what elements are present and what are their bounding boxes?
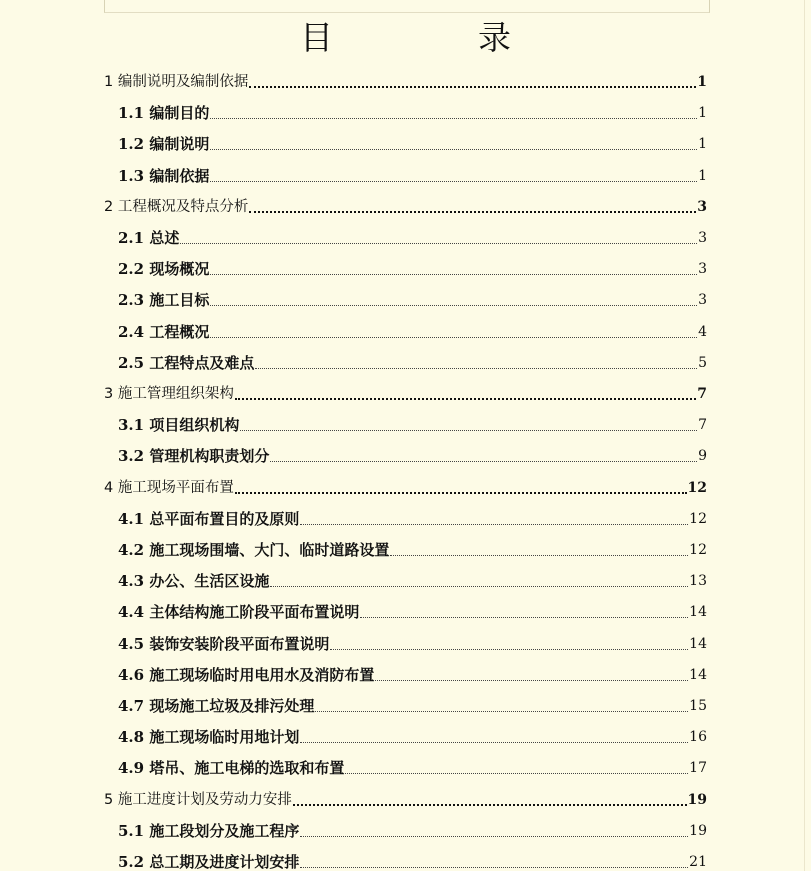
toc-entry-label: 5.2 总工期及进度计划安排 [118, 853, 300, 871]
toc-section-entry[interactable] [118, 662, 707, 684]
toc-entry-label: 4 施工现场平面布置 [104, 479, 234, 496]
toc-entry-label: 4.6 施工现场临时用电用水及消防布置 [118, 665, 375, 684]
toc-page-number: 1 [698, 167, 707, 184]
toc-entry-label: 2 工程概况及特点分析 [104, 198, 249, 215]
toc-entry-label: 1.3 编制依据 [118, 166, 210, 185]
toc-page-number: 3 [698, 292, 707, 309]
toc-dot-leader [270, 586, 688, 587]
toc-dot-leader [240, 430, 697, 431]
toc-section-entry[interactable] [118, 443, 707, 465]
toc-dot-leader [293, 804, 687, 806]
toc-dot-leader [235, 492, 687, 494]
toc-dot-leader [235, 398, 696, 400]
toc-page-number: 21 [689, 854, 707, 870]
toc-page-number: 16 [689, 729, 707, 746]
toc-entry-label: 4.8 施工现场临时用地计划 [118, 728, 300, 747]
toc-section-entry[interactable] [118, 412, 707, 434]
page-side-border [804, 0, 805, 871]
toc-entry-label: 2.2 现场概况 [118, 260, 210, 279]
toc-page-number: 9 [698, 448, 707, 465]
toc-dot-leader [210, 337, 697, 338]
toc-section-entry[interactable] [118, 724, 707, 746]
toc-page-number: 5 [698, 354, 707, 371]
toc-entry-label: 2.3 施工目标 [118, 291, 210, 310]
toc-page-number: 15 [689, 698, 707, 714]
toc-dot-leader [390, 555, 688, 556]
toc-entry-label: 1.2 编制说明 [118, 135, 210, 154]
toc-entry-label: 2.1 总述 [118, 229, 180, 247]
toc-section-entry[interactable] [118, 225, 707, 247]
toc-page-number: 3 [698, 230, 707, 246]
toc-dot-leader [180, 243, 697, 244]
toc-dot-leader [270, 461, 697, 462]
toc-entry-label: 5 施工进度计划及劳动力安排 [104, 791, 292, 808]
toc-page-number: 1 [698, 105, 707, 122]
toc-dot-leader [300, 836, 688, 837]
toc-section-entry[interactable] [118, 693, 707, 715]
toc-page-number: 17 [689, 760, 707, 777]
toc-section-entry[interactable] [118, 163, 707, 185]
toc-dot-leader [210, 181, 697, 182]
toc-chapter-entry[interactable] [104, 381, 707, 403]
toc-section-entry[interactable] [118, 506, 707, 528]
toc-entry-label: 1 编制说明及编制依据 [104, 74, 249, 90]
toc-entry-label: 2.4 工程概况 [118, 322, 210, 341]
toc-section-entry[interactable] [118, 631, 707, 653]
toc-dot-leader [360, 617, 688, 618]
toc-dot-leader [210, 149, 697, 150]
toc-dot-leader [300, 867, 688, 868]
toc-entry-label: 4.3 办公、生活区设施 [118, 572, 270, 591]
toc-chapter-entry[interactable] [104, 787, 707, 809]
toc-entry-label: 5.1 施工段划分及施工程序 [118, 821, 300, 840]
toc-page-number: 12 [687, 479, 707, 496]
toc-page-number: 19 [689, 822, 707, 839]
toc-entry-label: 3.2 管理机构职责划分 [118, 447, 270, 466]
toc-dot-leader [210, 274, 697, 275]
toc-section-entry[interactable] [118, 256, 707, 278]
toc-page-number: 14 [689, 635, 707, 652]
toc-page-number: 1 [697, 74, 707, 90]
toc-page-number: 13 [689, 573, 707, 590]
toc-page-number: 3 [697, 198, 707, 215]
toc-entry-label: 4.9 塔吊、施工电梯的选取和布置 [118, 759, 345, 778]
toc-page-number: 7 [698, 417, 707, 434]
toc-entry-label: 4.2 施工现场围墙、大门、临时道路设置 [118, 541, 390, 559]
toc-chapter-entry[interactable] [104, 194, 707, 216]
toc-dot-leader [255, 368, 697, 369]
toc-dot-leader [210, 118, 697, 119]
toc-dot-leader [330, 649, 688, 650]
toc-dot-leader [300, 524, 688, 525]
toc-chapter-entry[interactable] [104, 69, 707, 91]
toc-dot-leader [210, 305, 697, 306]
toc-dot-leader [375, 680, 688, 681]
toc-section-entry[interactable] [118, 568, 707, 590]
toc-section-entry[interactable] [118, 818, 707, 840]
toc-section-entry[interactable] [118, 100, 707, 122]
toc-entry-label: 4.5 装饰安装阶段平面布置说明 [118, 634, 330, 653]
toc-entry-label: 2.5 工程特点及难点 [118, 353, 255, 372]
toc-chapter-entry[interactable] [104, 475, 707, 497]
toc-dot-leader [249, 86, 696, 88]
toc-page-number: 14 [689, 666, 707, 683]
toc-section-entry[interactable] [118, 131, 707, 153]
toc-entry-label: 3.1 项目组织机构 [118, 416, 240, 435]
toc-entry-label: 4.4 主体结构施工阶段平面布置说明 [118, 603, 360, 622]
toc-dot-leader [249, 211, 696, 213]
toc-page-number: 19 [687, 791, 707, 808]
toc-entry-label: 4.7 现场施工垃圾及排污处理 [118, 697, 315, 715]
toc-page-number: 14 [689, 604, 707, 621]
toc-page-number: 3 [698, 261, 707, 278]
toc-section-entry[interactable] [118, 755, 707, 777]
toc-page-number: 4 [698, 323, 707, 340]
toc-entry-label: 4.1 总平面布置目的及原则 [118, 509, 300, 528]
toc-page-number: 7 [697, 386, 707, 402]
toc-section-entry[interactable] [118, 287, 707, 309]
toc-section-entry[interactable] [118, 350, 707, 372]
toc-entry-label: 3 施工管理组织架构 [104, 386, 234, 402]
toc-section-entry[interactable] [118, 599, 707, 621]
toc-page-number: 1 [698, 136, 707, 153]
toc-section-entry[interactable] [118, 849, 707, 871]
toc-dot-leader [315, 711, 688, 712]
toc-dot-leader [345, 773, 688, 774]
toc-entry-label: 1.1 编制目的 [118, 104, 210, 123]
toc-section-entry[interactable] [118, 319, 707, 341]
toc-page-number: 12 [689, 510, 707, 527]
toc-title: 目 录 [300, 18, 567, 57]
toc-section-entry[interactable] [118, 537, 707, 559]
toc-dot-leader [300, 742, 688, 743]
toc-page-number: 12 [689, 542, 707, 558]
